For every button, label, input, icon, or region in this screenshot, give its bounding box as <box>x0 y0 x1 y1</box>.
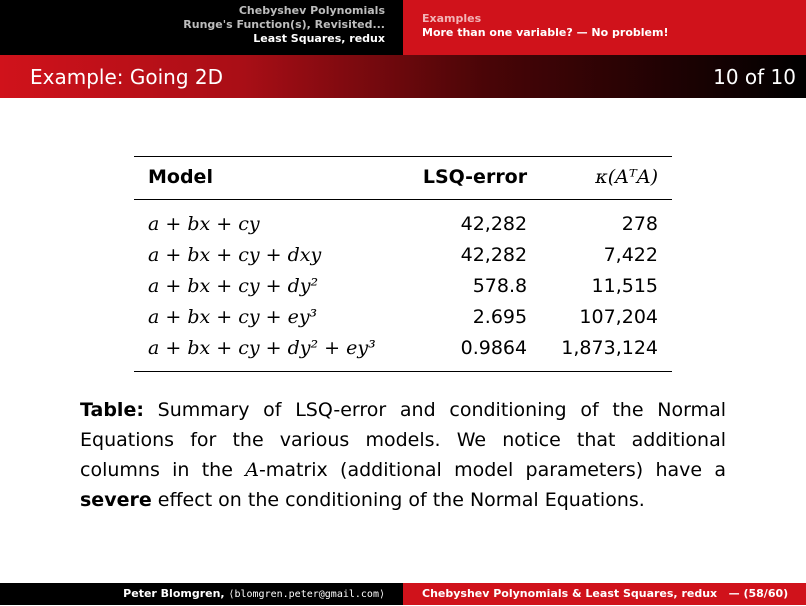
frame-page-number: 10 of 10 <box>713 65 796 89</box>
condition-cell: 11,515 <box>591 274 658 297</box>
model-cell: a + bx + cy + dy² <box>148 274 319 297</box>
header-lsq-error: LSQ-error <box>402 157 541 200</box>
table-row <box>134 200 672 240</box>
condition-cell: 107,204 <box>579 305 658 328</box>
condition-cell: 1,873,124 <box>541 332 672 372</box>
nav-section-runge[interactable]: Runge's Function(s), Revisited... <box>183 18 385 31</box>
error-cell: 2.695 <box>472 305 528 328</box>
table-row <box>134 239 672 270</box>
error-cell: 578.8 <box>472 274 528 297</box>
section-nav <box>0 0 403 55</box>
model-cell: a + bx + cy + dxy <box>148 243 322 266</box>
header-condition-number: κ(AᵀA) <box>541 157 672 200</box>
results-table <box>134 156 672 372</box>
caption-label: Table: <box>80 399 144 421</box>
caption-emphasis: severe <box>80 489 152 511</box>
footer-author <box>0 583 403 605</box>
frame-title: Example: Going 2D <box>30 65 224 89</box>
caption-text-2: -matrix (additional model parameters) have a <box>258 459 726 481</box>
table-header-row <box>134 157 672 200</box>
condition-cell: 278 <box>621 212 658 235</box>
caption-text-3: effect on the conditioning of the Normal Equations. <box>151 489 645 511</box>
nav-subsection-examples[interactable]: Examples <box>422 12 482 25</box>
caption-matrix-symbol: A <box>245 459 259 481</box>
footer-talk <box>403 583 806 605</box>
author-email[interactable]: ⟨blomgren.peter@gmail.com⟩ <box>228 589 385 600</box>
talk-title: Chebyshev Polynomials & Least Squares, redux <box>422 587 718 600</box>
author-name: Peter Blomgren, <box>123 587 229 600</box>
model-cell: a + bx + cy <box>148 212 260 235</box>
nav-section-least-squares[interactable]: Least Squares, redux <box>253 32 385 45</box>
table-row <box>134 301 672 332</box>
condition-cell: 7,422 <box>603 243 658 266</box>
error-cell: 42,282 <box>460 212 528 235</box>
slide-counter: — (58/60) <box>728 587 789 600</box>
nav-section-chebyshev[interactable]: Chebyshev Polynomials <box>238 4 385 17</box>
table-caption <box>80 395 726 515</box>
nav-subsection-more-variables[interactable]: More than one variable? — No problem! <box>422 26 669 39</box>
table-row <box>134 332 672 372</box>
model-cell: a + bx + cy + ey³ <box>148 305 318 328</box>
navigation-header <box>0 0 806 55</box>
error-cell: 42,282 <box>460 243 528 266</box>
frame-title-bar <box>0 55 806 98</box>
table-row <box>134 270 672 301</box>
footer <box>0 583 806 605</box>
error-cell: 0.9864 <box>402 332 541 372</box>
subsection-nav <box>403 0 806 55</box>
header-model: Model <box>134 157 402 200</box>
model-cell: a + bx + cy + dy² + ey³ <box>134 332 402 372</box>
caption-text-1: Summary of LSQ-error and conditioning of the Normal Equations for the various models. We notice that additional columns in the <box>80 399 726 481</box>
